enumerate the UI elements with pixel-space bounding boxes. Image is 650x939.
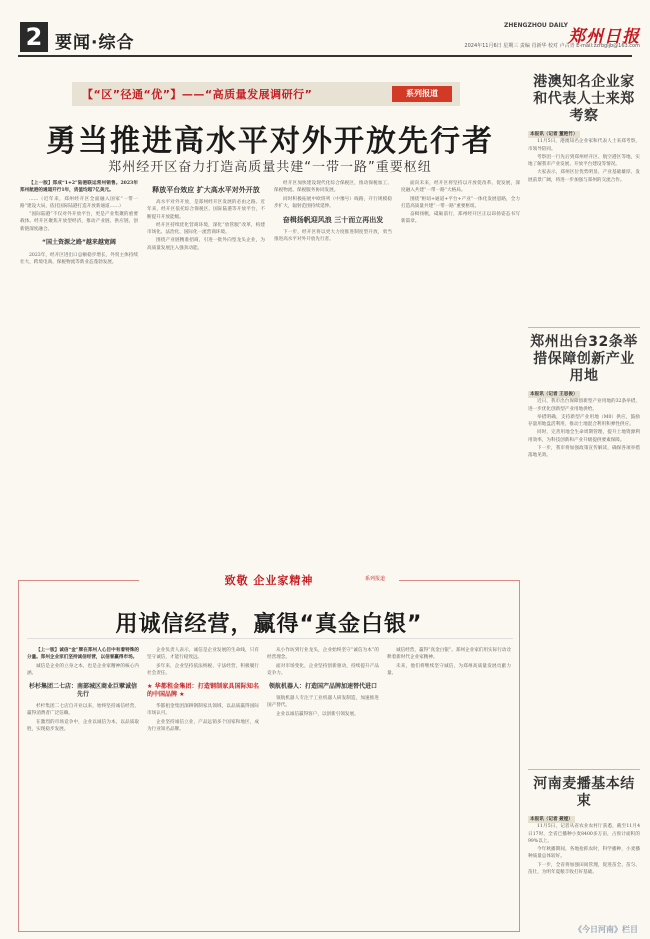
top-headline: 勇当推进高水平对外开放先行者 xyxy=(46,124,494,159)
top-story-columns xyxy=(20,180,520,575)
divider xyxy=(528,327,640,328)
news-body xyxy=(528,131,640,321)
feature-column xyxy=(147,647,259,929)
paragraph: 围绕“枢纽+通道+平台+产业”一体化发展思路，全力打造高质量共建“一带一路”重要枢纽。 xyxy=(401,196,520,209)
paragraph: 华都租金集团深耕钢制家具领域，以品质赢得国际市场认可。 xyxy=(147,704,259,717)
feature-band xyxy=(139,571,399,591)
paragraph: 领航机器人专注于工业机器人研发制造，加速推进国产替代。 xyxy=(267,696,379,709)
news-body xyxy=(528,816,640,939)
page-number: 2 xyxy=(20,22,48,52)
news-headline: 河南麦播基本结束 xyxy=(533,776,635,809)
paragraph: “国际陆港”不仅对外开放平台，更是产业集聚的重要载体。经开区聚焦开放型经济，推动产业链、供应链、创新链深度融合。 xyxy=(20,212,138,232)
paragraph: 多年来，企业坚持依法纳税、守法经营，积极履行社会责任。 xyxy=(147,663,259,676)
paragraph: 杉杉集团二七店自开业以来，始终坚持诚信经营，赢得消费者广泛信赖。 xyxy=(27,704,139,717)
star-icon: ★ xyxy=(179,691,185,699)
news-headline: 港澳知名企业家和代表人士来郑考察 xyxy=(533,74,635,124)
section-title: 要闻·综合 xyxy=(55,33,135,53)
section-heading: 奋楫扬帆迎风浪 三十而立再出发 xyxy=(282,216,384,225)
sub-heading-text: 华都租金集团：打造钢制家具国际知名的中国品牌 xyxy=(147,683,259,699)
paragraph: 企业以诚信赢得客户，以创新引领发展。 xyxy=(276,711,359,717)
news-body xyxy=(528,391,640,763)
star-icon: ★ xyxy=(147,683,153,691)
feature-column xyxy=(267,647,379,929)
page-header xyxy=(0,0,650,56)
paper-name-en: ZHENGZHOU DAILY xyxy=(504,22,568,29)
paragraph: 大家表示，郑州区位优势明显、产业基础雄厚、发展前景广阔，将进一步加强与郑州的交流合作。 xyxy=(528,170,640,183)
paragraph: ……（近年来，郑州经开区全面融入国家“一带一路”建设大局，依托国际陆港打造开放新通道……） xyxy=(20,196,138,209)
masthead xyxy=(370,22,640,52)
paragraph: 面对市场变化，企业坚持创新驱动，持续提升产品竞争力。 xyxy=(267,663,379,676)
right-news-column xyxy=(528,62,640,932)
feature-headline: 用诚信经营，赢得“真金白银” xyxy=(115,612,423,637)
series-banner-text: 【“区”径通“优”】——“高质量发展调研行” xyxy=(82,88,313,101)
header-rule xyxy=(18,55,632,57)
feature-column xyxy=(27,647,139,929)
paragraph: 诚信经营，赢得“真金白银”。郑州企业家们用实际行动诠释着新时代企业家精神。 xyxy=(387,648,511,661)
sub-heading: 领航机器人：打造国产品牌加速替代进口 xyxy=(268,683,377,691)
feature-column xyxy=(387,647,511,929)
feature-band-tag: 系列报道 xyxy=(365,576,386,582)
paragraph: 2023年，经开区进出口总额稳步增长，外贸主体持续壮大，跨境电商、保税物流等新业态蓬勃发展。 xyxy=(20,253,138,266)
paragraph: 今年秋播期间，各地抢抓农时，科学播种，小麦播种质量总体较好。 xyxy=(528,847,640,860)
story-column xyxy=(274,180,392,575)
paragraph: 经开区加快建设现代化综合保税区，推动保税加工、保税物流、保税服务协同发展。 xyxy=(274,181,392,194)
feature-band-text: 致敬 企业家精神 xyxy=(224,574,314,587)
issue-line: 2024年11月6日 星期三 责编 肖新华 校对 卢占青 E-mail:zzrbgljb@163.com xyxy=(464,43,640,49)
news-brief xyxy=(528,334,640,763)
paragraph: 举措明确，支持新型产业用地（M0）供应，鼓励存量用地盘活利用，推动土地混合利用和弹性供应。 xyxy=(528,414,640,428)
paragraph: 下一步，全省将加强田间管理，促进苗全、苗匀、苗壮，为明年夏粮丰收打好基础。 xyxy=(528,862,640,876)
feature-box xyxy=(18,574,520,932)
paragraph: 经开区持续优化营商环境，深化“放管服”改革，构建市场化、法治化、国际化一流营商环境。 xyxy=(147,222,265,236)
news-brief xyxy=(528,74,640,321)
paragraph: 未来，他们将继续坚守诚信，为郑州高质量发展贡献力量。 xyxy=(387,663,511,676)
divider xyxy=(528,769,640,770)
paragraph: 奋楫扬帆，砥砺前行，郑州经开区正以昂扬姿态书写新篇章。 xyxy=(401,212,520,225)
paragraph: 高水平对外开放，是郑州经开区发展的必由之路。近年来，经开区依托综合保税区、国际陆港等开放平台，不断提升开放能级。 xyxy=(147,200,265,220)
paragraph: 同时，完善用地全生命周期管理，提升土地资源利用效率，为科技创新和产业升级提供要素保障。 xyxy=(528,430,640,443)
sub-heading xyxy=(147,683,259,699)
section-heading: 释放平台效应 扩大高水平对外开放 xyxy=(152,186,260,194)
sub-heading: 杉杉集团二七店：南部城区商业巨擘诚信先行 xyxy=(28,683,137,699)
top-subhead: 郑州经开区奋力打造高质量共建“一带一路”重要枢纽 xyxy=(108,160,432,175)
watermark: 《今日河南》栏目 xyxy=(574,925,638,934)
paragraph: 从小作坊到行业龙头，企业始终坚守“诚信为本”的经营理念。 xyxy=(267,648,379,661)
section-heading: “国土资源之路”越来越宽阔 xyxy=(42,239,116,247)
series-banner xyxy=(72,82,460,106)
paragraph: 下一步，我市将加强政策宣传解读，确保各项举措落地见效。 xyxy=(528,446,640,459)
paper-logo: 郑州日报 xyxy=(568,27,640,47)
news-brief xyxy=(528,776,640,939)
paragraph: 【上一版】郑成“1+2”陆港联运常州销售。2023年郑州航港的通道开行1年，货值均超7亿美元。 xyxy=(20,181,138,194)
paragraph: 同时积极拓展中欧班列（中豫号）线路，开行规模稳步扩大，辐射范围持续延伸。 xyxy=(274,196,392,209)
paragraph: 【上一版】诚信“金”牌在郑州人心目中有着特殊的分量。郑州企业家们坚持诚信经营，以信誉赢得市场。 xyxy=(27,648,139,661)
paragraph: 下一步，经开区将以更大力度推进制度型开放，勇当推进高水平对外开放先行者。 xyxy=(274,230,392,243)
paragraph: 考察团一行先后到郑州经开区、航空港区等地，实地了解我市产业发展、开放平台建设等情况。 xyxy=(528,154,640,168)
story-column xyxy=(401,180,520,575)
series-tag: 系列报道 xyxy=(392,86,452,102)
paragraph: 围绕产业链精准招商，引进一批外向型龙头企业，为高质量发展注入强劲动能。 xyxy=(147,238,265,251)
paragraph: 面向未来，经开区将坚持以开放促改革、促发展，深度融入共建“一带一路”大格局。 xyxy=(401,181,520,194)
byline: 本报讯（记者 王思俊） xyxy=(530,392,578,397)
paragraph: 11月5日，港澳知名企业家和代表人士来郑考察，市领导陪同。 xyxy=(528,139,640,152)
divider xyxy=(27,638,513,639)
byline: 本报讯（记者 董艳竹） xyxy=(530,132,578,137)
paragraph: 近日，我市出台保障创新型产业用地的32条举措，进一步优化创新型产业用地供给。 xyxy=(528,399,640,412)
paragraph: 在激烈的市场竞争中，企业以诚信为本，以品质取胜，实现稳步发展。 xyxy=(27,719,139,733)
paragraph: 企业负责人表示，诚信是企业发展的生命线，只有坚守诚信，才能行稳致远。 xyxy=(147,648,259,661)
paragraph: 诚信是企业的立身之本，也是企业家精神的核心内涵。 xyxy=(27,663,139,676)
news-headline: 郑州出台32条举措保障创新产业用地 xyxy=(530,334,638,384)
story-column xyxy=(20,180,138,575)
paragraph: 企业坚持诚信立业，产品远销多个国家和地区，成为行业知名品牌。 xyxy=(147,719,259,733)
paragraph: 11月5日，记者从省农业农村厅获悉，截至11月4日17时，全省已播种小麦8400多万亩，占预计面积的99%以上。 xyxy=(528,824,640,844)
story-column xyxy=(147,180,265,575)
byline: 本报讯（记者 聂娅） xyxy=(530,817,573,822)
